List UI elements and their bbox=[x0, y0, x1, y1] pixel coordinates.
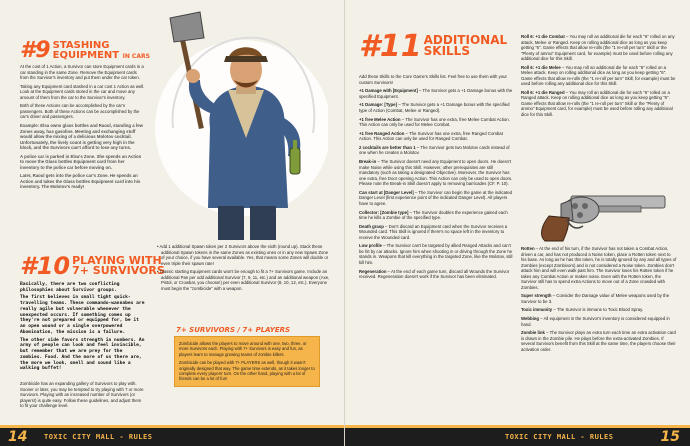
skill-entry: Death grasp – Don't discard an Equipment card when the Survivor receives a Wounded card. This Skill is ignored if there's no space left in the inventory to receive the Wounded card. bbox=[359, 223, 508, 240]
section-10-rules-list bbox=[156, 244, 332, 294]
section-9-body bbox=[20, 64, 145, 193]
example-paragraph: A police car is parked in Elsa's Zone. She spends an Action to move the Glass bottles Equipment card from her inventory to the police car before moving on. bbox=[20, 153, 142, 170]
skill-entry: 2 cocktails are better than 1 – The Survivor gets two Molotov cards instead of one when he creates a Molotov. bbox=[359, 144, 510, 156]
paragraph: Taking any Equipment card stashed in a car cost 1 Action as well. Look at the Equipment cards stored in the car and move any amount of them from the car to the Survivor's inventory. bbox=[20, 83, 145, 100]
revolver-illustration bbox=[531, 186, 671, 242]
example-paragraph: Example: Elsa owns glass bottles and Raoul, standing a few Zones away, has gasoline. Meeting and exchanging stuff would allow the mixing of a delicious Molotov cocktail. Unfortunately, the lively count is getting very high in the block, and the Survivors can't afford to lose any turns. bbox=[20, 123, 143, 151]
skills-column-1 bbox=[359, 74, 513, 283]
section-9-title: STASHING EQUIPMENT IN CARS bbox=[52, 40, 150, 61]
section-10-title: PLAYING WITH 7+ SURVIVORS bbox=[72, 254, 165, 278]
skill-entry: +1 free Melee Action – The Survivor has one extra, free Melee Combat Action. This Action can only be used for Melee Combat. bbox=[359, 116, 510, 128]
box-paragraph: Zombicide can be played with 7+ PLAYERS as well, though it wasn't originally designed that way. The game time extends, as it takes longer to complete every players' turn. On the other hand, playing with a lot of friends can be a lot of fun! bbox=[179, 360, 315, 382]
left-footer bbox=[0, 428, 344, 446]
section-11-header bbox=[359, 29, 508, 64]
handwritten-paragraph: The other side favors strength in numbers. An army of people can look and feel invincible, but remember that we are prey for the zombies. Food. And the more of us there are, the more we look, smell and sound like a walking buffet! bbox=[20, 337, 145, 372]
skill-entry: Add these Skills to the Core Game's Skills list. Feel free to use them with your custom Survivors! bbox=[359, 74, 507, 85]
skill-entry: Zombie link – The Survivor plays an extra turn each time an extra activation card is drawn in the Zombie pile. He plays before the extra-activated Zombies. If several Survivors benefit from this Skill at the same time, the players choose their activation order. bbox=[521, 330, 676, 352]
players-box-title: 7+ SURVIVORS / 7+ PLAYERS bbox=[176, 326, 291, 334]
box-paragraph: Zombicide allows the players to move around with one, two, three, or more Survivors each. Playing with 7+ Survivors is easy and fun, as players learn to manage growing teams of zombie killers. bbox=[179, 341, 307, 357]
skill-entry: Toxic immunity – The Survivor is immune to Toxic Blood Spray. bbox=[521, 307, 644, 313]
paragraph: Zombicide has an expanding gallery of Survivors to play with. Sooner or later, you may be tempted to try playing with 7 or more Survivors. Playing with an increased number of Survivors (or players!) is quite easy. Follow these guidelines, and adjust them to fit your challenge level. bbox=[20, 381, 144, 408]
right-page bbox=[345, 0, 690, 446]
skill-entry: Regeneration – At the end of each game turn, discard all Wounds the Survivor received. Regeneration doesn't work if the Survivor has been eliminated. bbox=[359, 268, 510, 280]
page-number: 15 bbox=[660, 429, 680, 445]
footer-title: TOXIC CITY MALL - RULES bbox=[44, 433, 153, 441]
skills-column-2-top bbox=[521, 34, 677, 121]
section-9-header bbox=[20, 40, 150, 62]
section-9-number: #9 bbox=[20, 38, 51, 63]
skill-entry: Super strength – Consider the Damage value of Melee weapons used by the Survivor to be 3. bbox=[521, 293, 670, 304]
paragraph: At the cost of 1 Action, a Survivor can store Equipment cards in a car standing in the same Zone. Remove the Equipment cards from the Survivor's inventory and put them under the car token. bbox=[20, 64, 144, 80]
handwritten-paragraph: The first believes in small tight quick-travelling teams. These commando-wannabes are really agile but vulnerable whenever the unexpected occurs. If something comes up they're not prepared or equipped for, be it an open wound or a single overpowered Abomination, the mission is a failure. bbox=[20, 295, 145, 335]
skill-entry: Collector: [Zombie type] – The Survivor doubles the experience gained each time he kills a Zombie of the specified type. bbox=[359, 209, 508, 220]
page-number: 14 bbox=[8, 429, 28, 445]
skill-entry: Roll 6: +1 die Ranged – You may roll an additional die for each "6" rolled on a Ranged attack. Keep on rolling additional dice as long as you keep getting "6". Game effects that allow re-rolls (the "1 re-roll per turn" Skill or the "Plenty of ammo" Equipment card, for example) must be used before rolling any additional dice for this Skill. bbox=[521, 89, 673, 117]
skills-column-2-bottom bbox=[521, 246, 677, 355]
skill-entry: Low profile – The Survivor can't be targeted by allied Ranged Attacks and can't be hit by car attacks. Ignore him when shooting in or driving through the Zone he stands in. Weapons that kill everything in the targeted Zone, like the Molotov, still kill him. bbox=[359, 243, 513, 265]
skill-entry: Roll 6: +1 die Melee – You may roll an additional die for each "6" rolled on a Melee attack. Keep on rolling additional dice as long as you keep getting "6". Game effects that allow re-rolls (the "1 re-roll per turn" Skill, for example) must be used before rolling any additional dice for this Skill. bbox=[521, 64, 676, 87]
skill-entry: +1 Damage: [Type] – The Survivor gets a +1 Damage bonus with the specified type of Action (Combat, Melee or Ranged). bbox=[359, 102, 510, 113]
skill-entry: +1 Damage with [Equipment] – The Survivor gets a +1 Damage bonus with the specified Equipment. bbox=[359, 88, 513, 99]
paragraph: Both of these Actions can be accomplished by the car's passengers. Both of these Actions can be accomplished by the car's driver and passengers. bbox=[20, 103, 140, 120]
skill-entry: Rotten – At the end of his turn, if the Survivor has not taken a Combat Action, driven a car, and has not produced a Noise token, place a Rotten token next to his base. As long as he has this token, he is totally ignored by any and all types of Zombies (except Zombivors) and is not considered a Noise token. Zombies don't attack him and will even walk past him. The Survivor loses his Rotten token if he takes any Combat Action or makes noise. Even with the Rotten token, the Survivor still has to spend extra Actions to move out of a Zone crowded with Zombies. bbox=[521, 246, 677, 290]
skill-entry: Can start at [Danger Level] – The Survivor can begin the game at the indicated Danger Level (first experience point of the indicated Danger Level). All players have to agree. bbox=[359, 189, 513, 206]
footer-title: TOXIC CITY MALL - RULES bbox=[505, 433, 614, 441]
rule-bullet: • Add 1 additional Spawn token per 2 Survivors above the sixth (round up). Stack these additional Spawn tokens in the same Zones as existing ones or in any new Spawn Zone of your choice, if you have several available. Yes, that means some Zones will double or even triple their spawn rate! bbox=[157, 244, 329, 266]
handwritten-paragraph: Basically, there are two conflicting philosophies about Survivor groups. bbox=[20, 282, 120, 293]
section-10-handwritten-intro bbox=[20, 282, 146, 374]
section-10-number: #10 bbox=[20, 252, 71, 280]
example-paragraph: Later, Raoul gets into the police car's Zone. He spends an Action and takes the Glass bottles Equipment card into his inventory. The Molotov's ready! bbox=[20, 173, 141, 190]
players-info-box bbox=[174, 336, 320, 387]
skill-entry: +1 free Ranged Action – The Survivor has one extra, free Ranged Combat Action. This Action can only be used for Ranged Combat. bbox=[359, 130, 503, 142]
survivor-with-axe-illustration bbox=[148, 8, 328, 240]
section-10-header bbox=[20, 254, 165, 278]
section-11-number: #11 bbox=[359, 29, 422, 64]
skill-entry: Roll 6: +1 die Combat – You may roll an additional die for each "6" rolled on any attack, Melee or Ranged. Keep on rolling additional dice as long as you keep getting "6". Game effects that allow re-rolls (the "1 re-roll per turn" Skill or the "Plenty of ammo" Equipment card, for example) must be used before rolling any additional dice for this Skill. bbox=[521, 34, 675, 61]
right-footer bbox=[345, 428, 690, 446]
skill-entry: Break-in – The Survivor doesn't need any Equipment to open doors. He doesn't make Noise while using this Skill. However, other prerequisites are still mandatory (such as taking a designated Objective). Moreover, the Survivor has one extra, free Door opening Action. This Action can only be used to open doors. Please note the Break-in Skill doesn't apply to removing barricades (CF. P. 10). bbox=[359, 159, 513, 187]
section-10-body bbox=[20, 381, 146, 412]
rule-bullet: • Classic starting Equipment cards won't be enough to fit a 7+ Survivors game. Include an additional Pan per odd additional Survivor (7, 9, 11, etc.) and an additional weapon (Axe, Pistol, or Crowbar, you choose!) per even additional Survivor (8, 10, 12, etc.). Everyone must begin the "zombicide" with a weapon. bbox=[157, 269, 330, 291]
section-11-title: ADDITIONAL SKILLS bbox=[423, 33, 508, 59]
skill-entry: Webbing – All equipment in the Survivor's inventory is considered equipped in hand. bbox=[521, 316, 670, 327]
